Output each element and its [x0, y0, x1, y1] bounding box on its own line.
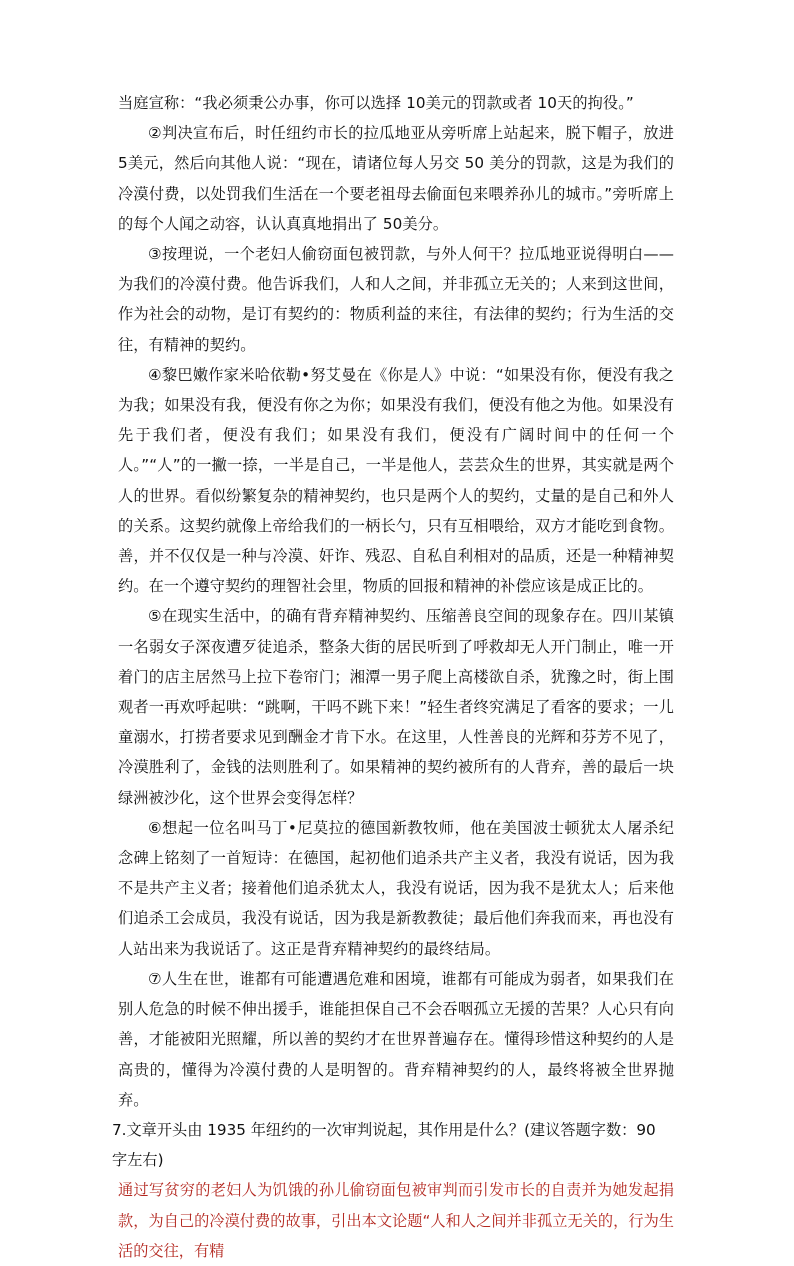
paragraph-7: ⑦人生在世，谁都有可能遭遇危难和困境，谁都有可能成为弱者，如果我们在别人危急的时候不伸出援手，谁能担保自己不会吞咽孤立无援的苦果？人心只有向善，才能被阳光照耀，所以善的契约才在世界普遍存在。懂得珍惜这种契约的人是高贵的，懂得为冷漠付费的人是明智的。背弃精神契约的人，最终将被全世界抛弃。 [118, 969, 674, 1109]
question-7: 7.文章开头由 1935 年纽约的一次审判说起，其作用是什么？(建议答题字数：90 字左右) [112, 1120, 656, 1170]
paragraph-5: ⑤在现实生活中，的确有背弃精神契约、压缩善良空间的现象存在。四川某镇一名弱女子深夜遭歹徒追杀，整条大街的居民听到了呼救却无人开门制止，唯一开着门的店主居然马上拉下卷帘门；湘潭一男子爬上高楼欲自杀，犹豫之时，街上围观者一再欢呼起哄：“跳啊，干吗不跳下来！”轻生者终究满足了看客的要求；一儿童溺水，打捞者要求见到酬金才肯下水。在这里，人性善良的光辉和芬芳不见了，冷漠胜利了，金钱的法则胜利了。如果精神的契约被所有的人背弃，善的最后一块绿洲被沙化，这个世界会变得怎样？ [118, 607, 674, 807]
document-page [112, 88, 674, 1266]
paragraph-0: 当庭宣称：“我必须秉公办事，你可以选择 10美元的罚款或者 10天的拘役。” [118, 94, 634, 112]
answer-text: 通过写贫穷的老妇人为饥饿的孙儿偷窃面包被审判而引发市长的自责并为她发起捐款，为自己的冷漠付费的故事，引出本文论题“人和人之间并非孤立无关的，行为生活的交往，有精 [118, 1181, 674, 1260]
paragraph-3: ③按理说，一个老妇人偷窃面包被罚款，与外人何干？拉瓜地亚说得明白——为我们的冷漠付费。他告诉我们，人和人之间，并非孤立无关的；人来到这世间，作为社会的动物，是订有契约的：物质利益的来往，有法律的契约；行为生活的交往，有精神的契约。 [118, 245, 674, 354]
paragraph-4: ④黎巴嫩作家米哈依勒•努艾曼在《你是人》中说：“如果没有你，便没有我之为我；如果没有我，便没有你之为你；如果没有我们，便没有他之为他。如果没有先于我们者，便没有我们；如果没有我们，便没有广阔时间中的任何一个人。”“人”的一撇一捺，一半是自己，一半是他人，芸芸众生的世界，其实就是两个人的世界。看似纷繁复杂的精神契约，也只是两个人的契约，丈量的是自己和外人的关系。这契约就像上帝给我们的一柄长勺，只有互相喂给，双方才能吃到食物。善，并不仅仅是一种与冷漠、奸诈、残忍、自私自利相对的品质，还是一种精神契约。在一个遵守契约的理智社会里，物质的回报和精神的补偿应该是成正比的。 [118, 365, 674, 596]
paragraph-2: ②判决宣布后，时任纽约市长的拉瓜地亚从旁听席上站起来，脱下帽子，放进 5美元，然后向其他人说：“现在，请诸位每人另交 50 美分的罚款，这是为我们的冷漠付费，以处罚我们生活在一个要老祖母去偷面包来喂养孙儿的城市。”旁听席上的每个人闻之动容，认认真真地捐出了 50美分。 [118, 124, 674, 233]
paragraph-6: ⑥想起一位名叫马丁•尼莫拉的德国新教牧师，他在美国波士顿犹太人屠杀纪念碑上铭刻了一首短诗：在德国，起初他们追杀共产主义者，我没有说话，因为我不是共产主义者；接着他们追杀犹太人，我没有说话，因为我不是犹太人；后来他们追杀工会成员，我没有说话，因为我是新教教徒；最后他们奔我而来，再也没有人站出来为我说话了。这正是背弃精神契约的最终结局。 [118, 818, 674, 958]
